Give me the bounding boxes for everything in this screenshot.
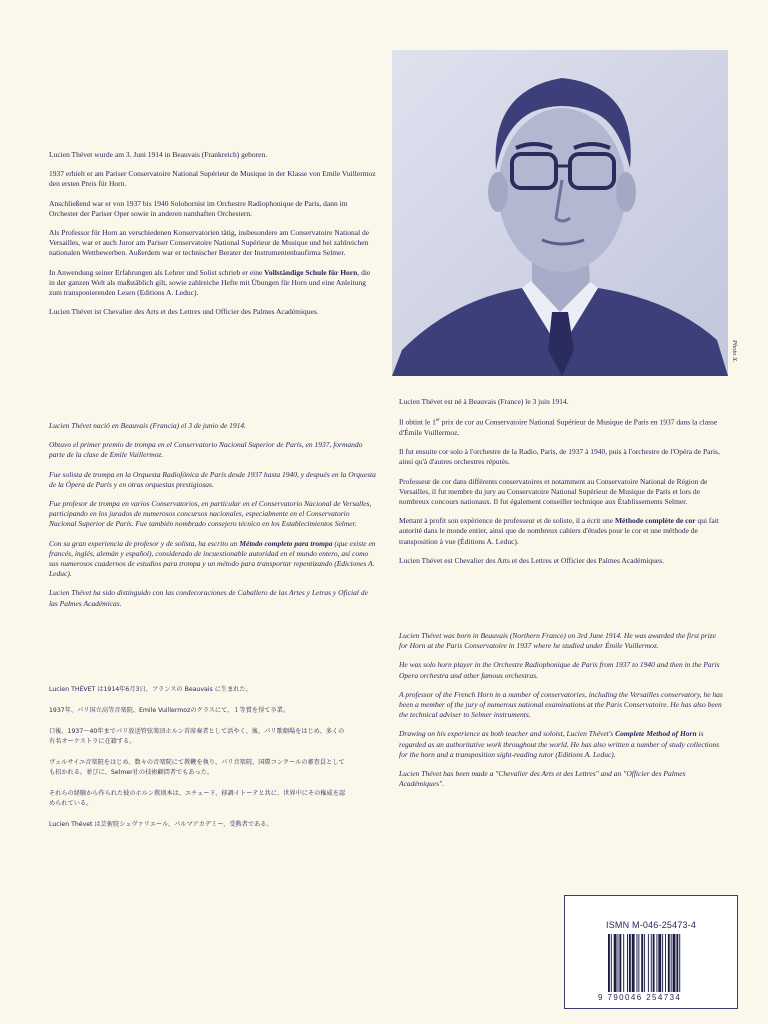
english-paragraph: He was solo horn player in the Orchestre Radiophonique de Paris from 1937 to 1940 and then in the Paris Opera orchestra and other famous orchestras. bbox=[399, 660, 720, 680]
method-title: Méthode complète de cor bbox=[614, 516, 696, 526]
german-paragraph bbox=[49, 268, 376, 299]
barcode-bar bbox=[623, 934, 624, 992]
barcode-bar bbox=[648, 934, 649, 992]
text-run: In Anwendung seiner Erfahrungen als Lehrer und Solist schrieb er eine bbox=[49, 267, 265, 277]
french-paragraph: Professeur de cor dans différents conservatoires et notamment au Conservatoire National de Région de Versailles, il fut membre du jury au Conservatoire National Supérieur de Musique de Paris et lors de nombreux concours nationaux. Il fut également conseiller technique aux Établissements Selmer. bbox=[399, 476, 708, 506]
german-paragraph: Als Professor für Horn an verschiedenen Konservatorien tätig, insbesondere am Conservatoire National de Versailles, war er auch Juror am Pariser Conservatoire National Supérieur de Musique und bei zahlreichen nationalen Wettbewerben. Außerdem war er technischer Berater der Instrumentenbaufirma Selmer. bbox=[49, 228, 370, 258]
text-run: qui fait autorité dans le monde entier, ainsi que de nombreux cahiers d'études pour le cor et une méthode de transposition à vue (Éditions A. Leduc). bbox=[399, 516, 719, 546]
photo-credit: Photo X. bbox=[731, 340, 738, 363]
french-paragraph bbox=[399, 416, 725, 438]
spanish-paragraph: Obtuvo el primer premio de trompa en el Conservatorio Nacional Superior de París, en 1937, formando parte de la clase de Emile Vuillermoz. bbox=[49, 440, 363, 460]
portrait-illustration bbox=[392, 50, 728, 376]
barcode-bar bbox=[658, 934, 661, 992]
german-paragraph: Lucien Thévet wurde am 3. Juni 1914 in Beauvais (Frankreich) geboren. bbox=[49, 150, 268, 159]
barcode-bar bbox=[671, 934, 672, 992]
barcode-number: 9 790046 254734 bbox=[598, 993, 682, 1002]
text-run: Mettant à profit son expérience de professeur et de soliste, il a écrit une bbox=[399, 516, 615, 526]
barcode-bar bbox=[641, 934, 643, 992]
barcode-bar bbox=[619, 934, 621, 992]
barcode-bar bbox=[668, 934, 670, 992]
barcode-bar bbox=[665, 934, 666, 992]
spanish-paragraph: Lucien Thévet nació en Beauvais (Francia) el 3 de junio de 1914. bbox=[49, 421, 247, 430]
french-paragraph: Lucien Thévet est Chevalier des Arts et des Lettres et Officier des Palmes Académiques. bbox=[399, 555, 665, 565]
method-title: Método completo para trompa bbox=[239, 538, 333, 548]
ismn-number: ISMN M-046-25473-4 bbox=[606, 920, 697, 930]
barcode-bar bbox=[608, 934, 610, 992]
barcode-bar bbox=[627, 934, 628, 992]
japanese-paragraph: Lucien Thévet は芸術院シュヴァリエール、パルマアカデミー、受勲者である。 bbox=[49, 821, 273, 828]
text-run: , die in der ganzen Welt als maßstäblich gilt, sowie zahlreiche Hefte mit Übungen für Horn und eine Anleitung zum transponierenden Lesen (Editions A. Leduc). bbox=[49, 267, 371, 298]
spanish-paragraph bbox=[49, 539, 376, 580]
text-run: Drawing on his experience as both teacher and soloist, Lucien Thévet's bbox=[399, 729, 616, 739]
german-biography bbox=[49, 150, 376, 326]
barcode-bar bbox=[629, 934, 631, 992]
english-paragraph: Lucien Thévet has been made a "Chevalier des Arts et des Lettres" and an "Officier des Palmes Académiques". bbox=[399, 769, 686, 789]
spanish-biography bbox=[49, 421, 376, 618]
spanish-paragraph: Fue solista de trompa en la Orquesta Radiofónica de París desde 1937 hasta 1940, y después en la Orquesta de la Ópera de París y en otras orquestas prestigiosas. bbox=[49, 469, 376, 489]
english-paragraph bbox=[399, 729, 725, 760]
french-paragraph: Il fut ensuite cor solo à l'orchestre de la Radio, Paris, de 1937 à 1940, puis à l'orchestre de l'Opéra de Paris, ainsi qu'à d'autres orchestres réputés. bbox=[399, 447, 720, 467]
barcode-bar bbox=[662, 934, 663, 992]
english-biography bbox=[399, 631, 725, 798]
german-paragraph: 1937 erhielt er am Pariser Conservatoire National Supérieur de Musique in der Klasse von Emile Vuillermoz den ersten Preis für Horn. bbox=[49, 169, 376, 189]
japanese-paragraph: 口後、1937〜40年までパリ放送管弦楽団ホルン首席奏者として活やく、後、パリ歌劇場をはじめ、多くの有名オーケストラに在籍する。 bbox=[49, 728, 345, 745]
text-run: (que existe en francés, inglés, alemán y español), considerado de incuestionable autoridad en el mundo entero, así como sus numerosos cuadernos de estudios para trompa y un método para transportar repentizando (Ediciones A. Leduc). bbox=[49, 538, 376, 579]
barcode-bar bbox=[653, 934, 655, 992]
barcode-bar bbox=[638, 934, 639, 992]
text-run: Con su gran experiencia de profesor y de solista, ha escrito un bbox=[49, 538, 240, 548]
barcode-bar bbox=[673, 934, 676, 992]
japanese-paragraph: それらの経験から作られた彼のホルン教則本は、エチュード、移調イトーテと共に、世界中にその権威を認められている。 bbox=[49, 790, 346, 807]
text-run: is regarded as an authoritative work throughout the world. He has also written a number of study collections for the horn and a transposition sight-reading tutor (Editions A. Leduc). bbox=[399, 729, 720, 759]
barcode-bar bbox=[656, 934, 657, 992]
barcode-bar bbox=[676, 934, 678, 992]
barcode-bar bbox=[644, 934, 645, 992]
japanese-paragraph: ヴェルサイユ音楽院をはじめ、数々の音楽院にて教鞭を執り、パリ音楽院、国際コンクールの審査員としても招かれる。並びに、Selmer社の技術顧問者でもあった。 bbox=[49, 759, 345, 776]
german-paragraph: Anschließend war er von 1937 bis 1940 Solohornist im Orchestre Radiophonique de Paris, dann im Orchester der Pariser Oper sowie in anderen namhaften Orchestern. bbox=[49, 198, 348, 218]
method-title: Vollständige Schule für Horn bbox=[264, 267, 358, 277]
english-paragraph: A professor of the French Horn in a number of conservatories, including the Versailles conservatory, he has been a member of the jury of numerous national examinations at the Paris Conservatoire. He has also been the technical adviser to Selmer instruments. bbox=[399, 689, 723, 720]
barcode-bar bbox=[614, 934, 617, 992]
text-run: prix de cor au Conservatoire National Supérieur de Musique de Paris en 1937 dans la classe d'Émile Vuillermoz. bbox=[399, 417, 718, 437]
barcode-bar bbox=[618, 934, 619, 992]
german-paragraph: Lucien Thévet ist Chevalier des Arts et des Lettres und Officier des Palmes Académiques. bbox=[49, 307, 319, 317]
japanese-paragraph: 1937年、パリ国立高等音楽院、Emile Vuillermozのクラスにて、１等賞を得て卒業。 bbox=[49, 707, 290, 714]
french-paragraph: Lucien Thévet est né à Beauvais (France) le 3 juin 1914. bbox=[399, 397, 569, 406]
barcode-bar bbox=[637, 934, 638, 992]
ordinal-suffix: er bbox=[435, 418, 440, 424]
barcode-bar bbox=[679, 934, 680, 992]
barcode-bar bbox=[651, 934, 652, 992]
spanish-paragraph: Fue profesor de trompa en varios Conservatorios, en particular en el Conservatorio Nacional de Versalles, participando en los jurados de numerosos concursos nacionales, especialmente en el Conservatorio Nacional Superior de París. Fue también nombrado consejero técnico en los Establecimientos Selmer. bbox=[49, 499, 372, 529]
barcode-icon bbox=[606, 934, 706, 994]
portrait-photo bbox=[392, 50, 728, 376]
french-paragraph bbox=[399, 516, 725, 547]
spanish-paragraph: Lucien Thévet ha sido distinguido con las condecoraciones de Caballero de las Artes y Letras y Oficial de las Palmes Académicas. bbox=[49, 588, 368, 608]
french-biography bbox=[399, 397, 725, 575]
japanese-biography bbox=[49, 685, 349, 841]
english-paragraph: Lucien Thévet was born in Beauvais (Northern France) on 3rd June 1914. He was awarded the first prize for Horn at the Paris Conservatoire in 1937 where he studied under Émile Vuillermoz. bbox=[399, 631, 716, 651]
barcode-bar bbox=[611, 934, 612, 992]
method-title: Complete Method of Horn bbox=[615, 729, 697, 739]
text-run: Il obtint le 1 bbox=[399, 417, 436, 427]
japanese-paragraph: Lucien THÉVET は1914年6月3日、フランスの Beauvais に生まれた。 bbox=[49, 686, 252, 693]
barcode-bar bbox=[632, 934, 635, 992]
